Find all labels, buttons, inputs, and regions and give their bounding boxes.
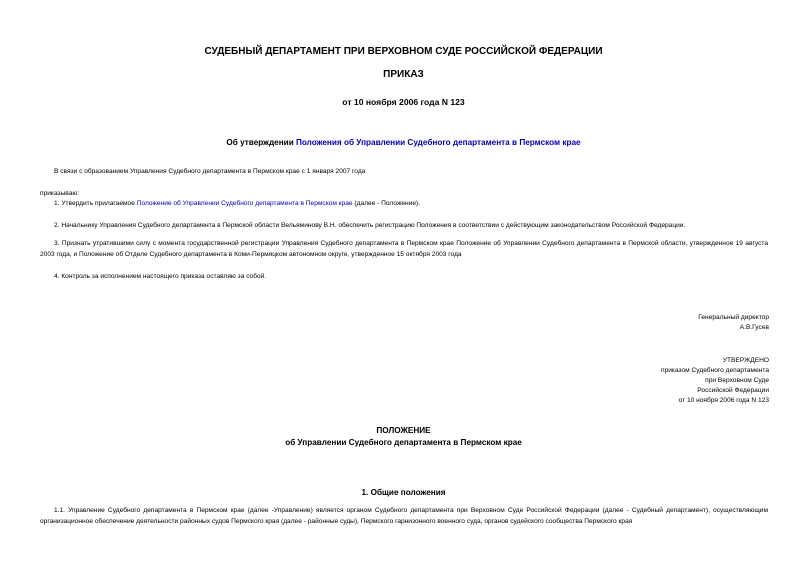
item-1-suffix: (далее - Положение). xyxy=(352,200,421,207)
order-word: приказываю: xyxy=(40,190,80,197)
item-4: 4. Контроль за исполнением настоящего приказа оставляю за собой. xyxy=(54,273,267,280)
approval-line-3: при Верховном Суде xyxy=(705,377,769,384)
order-title xyxy=(0,138,807,147)
item-2: 2. Начальнику Управления Судебного департамента в Пермской области Вельяминову В.Н. обеспечить регистрацию Положения в соответствии с действующим законодательством Российской Федерации. xyxy=(54,222,686,229)
item-1-prefix: 1. Утвердить прилагаемое xyxy=(54,200,137,207)
document-type: ПРИКАЗ xyxy=(383,69,424,80)
approval-line-5: от 10 ноября 2006 года N 123 xyxy=(678,397,769,404)
order-date-number: от 10 ноября 2006 года N 123 xyxy=(342,97,465,107)
approval-line-4: Российской Федерации xyxy=(697,387,769,394)
signature-name: А.В.Гусев xyxy=(739,324,769,331)
approval-line-1: УТВЕРЖДЕНО xyxy=(722,357,769,364)
approval-line-2: приказом Судебного департамента xyxy=(661,367,769,374)
approval-block xyxy=(661,356,769,406)
section-1-heading: 1. Общие положения xyxy=(361,488,446,497)
item-1-link[interactable]: Положение об Управлении Судебного департамента в Пермском крае xyxy=(136,200,353,207)
signature-block xyxy=(698,313,769,333)
regulation-link[interactable]: Положения об Управлении Судебного департамента в Пермском крае xyxy=(296,138,581,147)
order-title-prefix: Об утверждении xyxy=(226,138,296,147)
item-1 xyxy=(54,200,420,208)
item-3: 3. Признать утратившими силу с момента государственной регистрации Управления Судебного департамента в Пермском крае Положение об Управлении Судебного департамента в Пермской области, утвержденное 19 августа 2003 года, и Положение об Отделе Судебного департамента в Коми-Пермяцком автономном округе, утвержденное 15 октября 2003 года xyxy=(40,240,768,258)
regulation-title: ПОЛОЖЕНИЕ xyxy=(376,426,431,435)
organization-header: СУДЕБНЫЙ ДЕПАРТАМЕНТ ПРИ ВЕРХОВНОМ СУДЕ РОССИЙСКОЙ ФЕДЕРАЦИИ xyxy=(204,46,603,57)
paragraph-1-1: 1.1. Управление Судебного департамента в Пермском крае (далее -Управление) является органом Судебного департамента при Верховном Суде Российской Федерации (далее - Судебный департамент), осуществляющим организационное обеспечение деятельности районных судов Пермского края (далее - районные суды), Пермского гарнизонного военного суда, органов судейского сообщества Пермского края xyxy=(40,507,768,525)
signature-position: Генеральный директор xyxy=(698,314,769,321)
regulation-subtitle: об Управлении Судебного департамента в Пермском крае xyxy=(285,438,522,447)
intro-paragraph: В связи с образованием Управления Судебного департамента в Пермском крае с 1 января 2007 года xyxy=(54,168,366,175)
